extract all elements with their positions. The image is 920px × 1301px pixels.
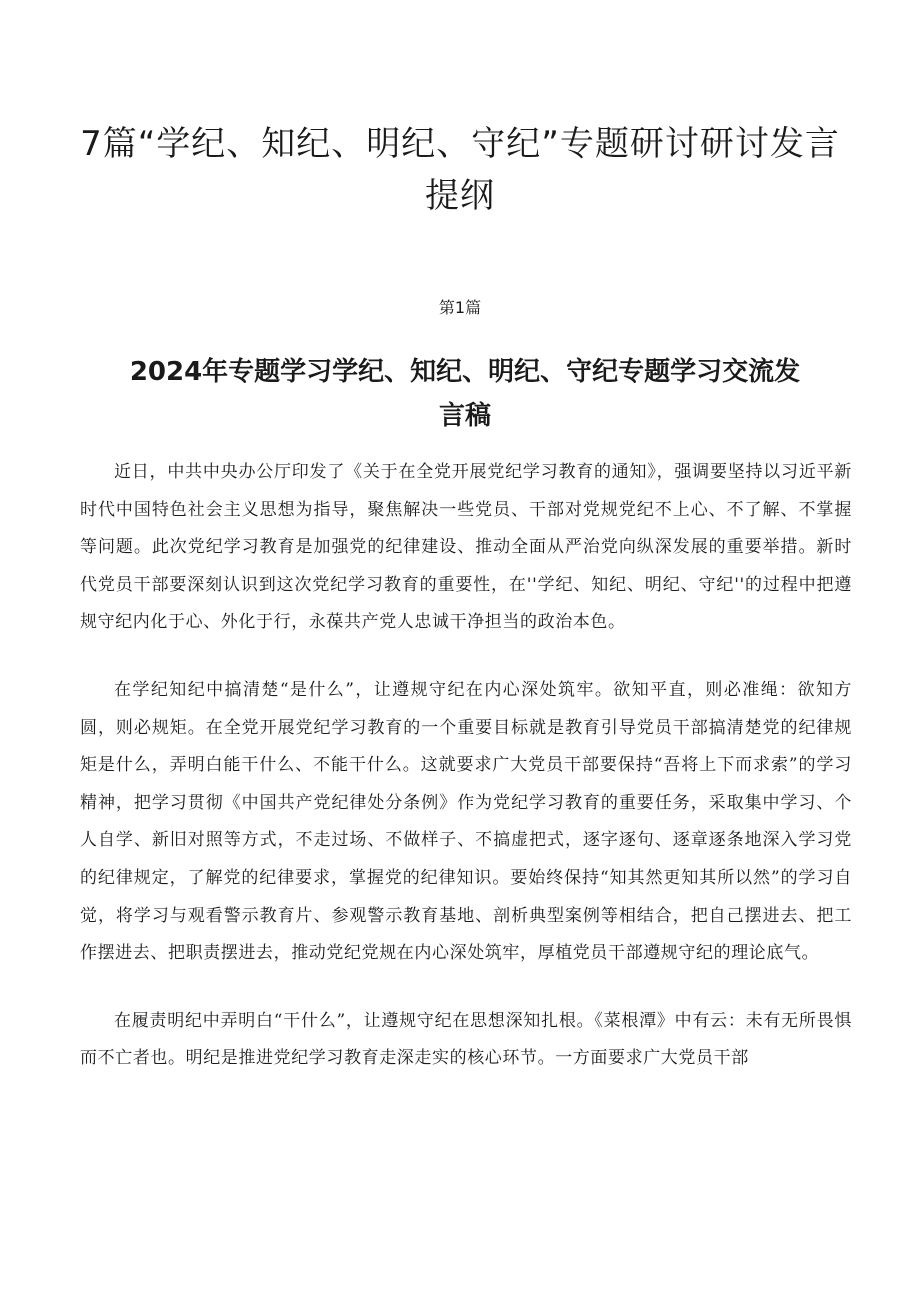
document-title: 7篇“学纪、知纪、明纪、守纪”专题研讨研讨发言提纲: [80, 124, 840, 216]
paragraph-1: 近日，中共中央办公厅印发了《关于在全党开展党纪学习教育的通知》，强调要坚持以习近平新时代中国特色社会主义思想为指导，聚焦解决一些党员、干部对党规党纪不上心、不了解、不掌握等问题。此次党纪学习教育是加强党的纪律建设、推动全面从严治党向纵深发展的重要举措。新时代党员干部要深刻认识到这次党纪学习教育的重要性，在''学纪、知纪、明纪、守纪''的过程中把遵规守纪内化于心、外化于行，永葆共产党人忠诚干净担当的政治本色。: [80, 462, 852, 633]
part-label: 第1篇: [438, 298, 482, 317]
document-body: [80, 454, 852, 1108]
paragraph-3: 在履责明纪中弄明白“干什么”，让遵规守纪在思想深知扎根。《菜根潭》中有云：未有无所畏惧而不亡者也。明纪是推进党纪学习教育走深走实的核心环节。一方面要求广大党员干部: [80, 1010, 852, 1069]
article-title: 2024年专题学习学纪、知纪、明纪、守纪专题学习交流发言稿: [129, 357, 801, 431]
paragraph-2: 在学纪知纪中搞清楚“是什么”，让遵规守纪在内心深处筑牢。欲知平直，则必准绳：欲知方圆，则必规矩。在全党开展党纪学习教育的一个重要目标就是教育引导党员干部搞清楚党的纪律规矩是什么，弄明白能干什么、不能干什么。这就要求广大党员干部要保持“吾将上下而求索”的学习精神，把学习贯彻《中国共产党纪律处分条例》作为党纪学习教育的重要任务，采取集中学习、个人自学、新旧对照等方式，不走过场、不做样子、不搞虚把式，逐字逐句、逐章逐条地深入学习党的纪律规定，了解党的纪律要求，掌握党的纪律知识。要始终保持“知其然更知其所以然”的学习自觉，将学习与观看警示教育片、参观警示教育基地、剖析典型案例等相结合，把自己摆进去、把工作摆进去、把职责摆进去，推动党纪党规在内心深处筑牢，厚植党员干部遵规守纪的理论底气。: [80, 679, 852, 964]
